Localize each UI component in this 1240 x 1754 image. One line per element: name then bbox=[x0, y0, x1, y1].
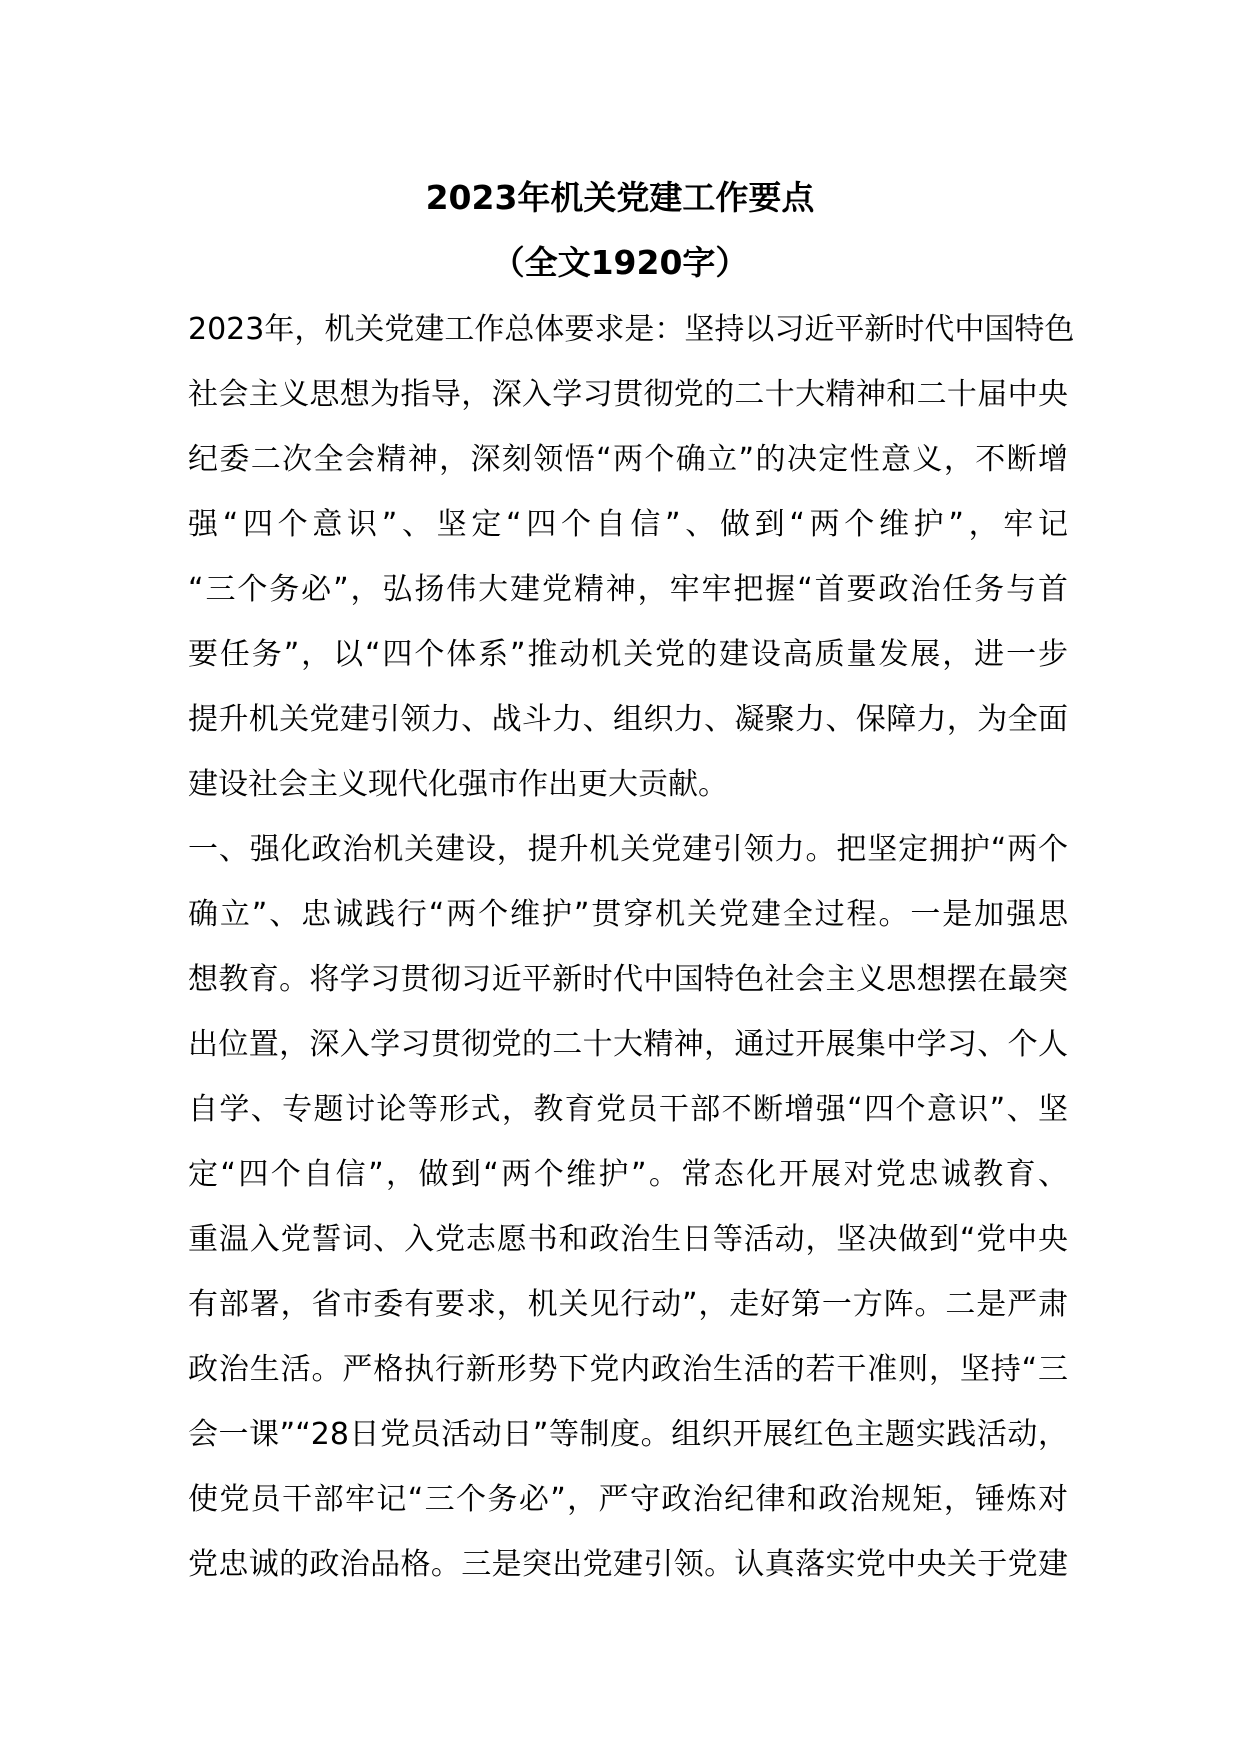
body-line: 要任务”，以“四个体系”推动机关党的建设高质量发展，进一步 bbox=[188, 637, 1068, 672]
body-line: 使党员干部牢记“三个务必”，严守政治纪律和政治规矩，锤炼对 bbox=[188, 1482, 1068, 1517]
body-line: 社会主义思想为指导，深入学习贯彻党的二十大精神和二十届中央 bbox=[188, 377, 1068, 412]
body-line: “三个务必”，弘扬伟大建党精神，牢牢把握“首要政治任务与首 bbox=[188, 572, 1068, 607]
body-line: 会一课”“28日党员活动日”等制度。组织开展红色主题实践活动， bbox=[188, 1417, 1068, 1452]
body-line: 确立”、忠诚践行“两个维护”贯穿机关党建全过程。一是加强思 bbox=[188, 897, 1068, 932]
document-body bbox=[188, 297, 1075, 1597]
body-line: 强“四个意识”、坚定“四个自信”、做到“两个维护”，牢记 bbox=[188, 507, 1068, 542]
body-line: 政治生活。严格执行新形势下党内政治生活的若干准则，坚持“三 bbox=[188, 1352, 1068, 1387]
body-line: 有部署，省市委有要求，机关见行动”，走好第一方阵。二是严肃 bbox=[188, 1287, 1068, 1322]
body-line: 提升机关党建引领力、战斗力、组织力、凝聚力、保障力，为全面 bbox=[188, 702, 1068, 737]
document-title: 2023年机关党建工作要点 bbox=[425, 178, 815, 217]
body-line: 定“四个自信”，做到“两个维护”。常态化开展对党忠诚教育、 bbox=[188, 1157, 1068, 1192]
body-line: 党忠诚的政治品格。三是突出党建引领。认真落实党中央关于党建 bbox=[188, 1547, 1068, 1582]
body-line: 纪委二次全会精神，深刻领悟“两个确立”的决定性意义，不断增 bbox=[188, 442, 1068, 477]
body-line: 一、强化政治机关建设，提升机关党建引领力。把坚定拥护“两个 bbox=[188, 832, 1068, 867]
body-line: 想教育。将学习贯彻习近平新时代中国特色社会主义思想摆在最突 bbox=[188, 962, 1068, 997]
body-line: 建设社会主义现代化强市作出更大贡献。 bbox=[188, 767, 728, 802]
body-line: 自学、专题讨论等形式，教育党员干部不断增强“四个意识”、坚 bbox=[188, 1092, 1068, 1127]
body-line: 2023年，机关党建工作总体要求是：坚持以习近平新时代中国特色 bbox=[188, 312, 1075, 347]
body-line: 出位置，深入学习贯彻党的二十大精神，通过开展集中学习、个人 bbox=[188, 1027, 1068, 1062]
body-line: 重温入党誓词、入党志愿书和政治生日等活动，坚决做到“党中央 bbox=[188, 1222, 1068, 1257]
document-subtitle: （全文1920字） bbox=[491, 243, 749, 282]
